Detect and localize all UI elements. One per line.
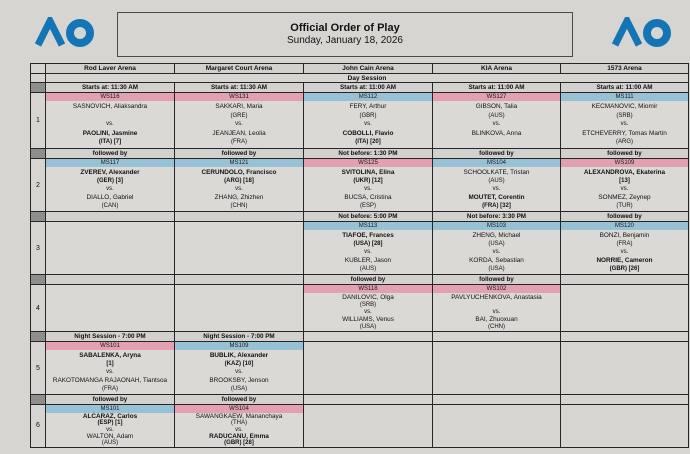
player1-country-seed: (GRE) — [230, 112, 248, 119]
match-code-band: WS109 — [561, 159, 688, 167]
page-date: Sunday, January 18, 2026 — [286, 35, 403, 46]
match-code-band: WS102 — [433, 285, 560, 293]
session-time-label — [175, 212, 304, 222]
match-code-band: WS104 — [175, 405, 303, 413]
session-time-label: Night Session - 7:00 PM — [46, 332, 175, 342]
match-code-band: MS109 — [175, 342, 303, 350]
page-title: Official Order of Play — [290, 22, 400, 34]
corner-cell — [31, 74, 46, 83]
match-code-band: MS101 — [46, 405, 174, 413]
player2-name: BLINKOVA, Anna — [471, 130, 522, 137]
player2-country-seed: (USA) — [488, 265, 505, 272]
player1-country-seed: (SRB) — [616, 112, 633, 119]
time-strip-row — [31, 83, 689, 93]
player2-name: COBOLLI, Flavio — [342, 130, 394, 137]
session-time-label: Starts at: 11:30 AM — [175, 83, 304, 93]
vs-label: vs. — [106, 185, 114, 192]
player2-name: BUCSA, Cristina — [344, 194, 392, 201]
void-cell — [561, 332, 689, 342]
vs-label: vs. — [235, 121, 243, 128]
player2-name: KORDA, Sebastian — [469, 257, 524, 264]
day-session-row — [31, 74, 689, 83]
empty-match-cell — [561, 285, 689, 332]
void-cell — [304, 342, 433, 395]
player1-country-seed: (GBR) — [359, 112, 377, 119]
match-code-band: MS120 — [561, 222, 688, 230]
match-cell — [561, 159, 689, 212]
player2-country-seed: (FRA) [32] — [482, 202, 511, 209]
player1-country-seed: (USA) — [488, 240, 505, 247]
match-row — [31, 93, 689, 149]
session-time-label: followed by — [46, 395, 175, 405]
player2-country-seed: (TUR) — [616, 202, 633, 209]
session-time-label — [561, 275, 689, 285]
vs-label: vs. — [364, 121, 372, 128]
match-cell — [46, 405, 175, 448]
player2-country-seed: (USA) — [230, 385, 248, 392]
ao-logo-icon — [610, 17, 672, 49]
player2-country-seed: (FRA) — [102, 385, 118, 392]
player2-name: ETCHEVERRY, Tomas Martin — [582, 130, 667, 137]
player2-name: BAI, Zhuoxuan — [475, 316, 518, 323]
match-cell — [561, 93, 689, 149]
corner-cell — [31, 64, 46, 74]
arena-header-margaret-court: Margaret Court Arena — [175, 64, 304, 74]
match-cell — [46, 342, 175, 395]
row-number: 3 — [31, 222, 46, 275]
void-cell — [304, 395, 433, 405]
match-row — [31, 405, 689, 448]
match-code-band: WS101 — [46, 342, 174, 350]
vs-label: vs. — [235, 185, 243, 192]
player2-country-seed: (FRA) — [231, 139, 247, 146]
strip-corner-cell — [31, 332, 46, 342]
player1-name: FERY, Arthur — [349, 103, 387, 111]
void-cell — [561, 342, 689, 395]
arena-header-row — [31, 64, 689, 74]
player2-country-seed: (AUS) — [359, 265, 377, 272]
match-code-band: MS112 — [304, 93, 432, 101]
vs-label: vs. — [492, 121, 501, 128]
player2-name: MOUTET, Corentin — [468, 194, 525, 201]
session-time-label: followed by — [46, 149, 175, 159]
row-number: 6 — [31, 405, 46, 448]
session-time-label: followed by — [433, 275, 561, 285]
player1-country-seed: (GER) [3] — [97, 177, 123, 184]
player1-country-seed: [1] — [106, 360, 114, 367]
player1-name: KECMANOVIC, Miomir — [591, 103, 658, 111]
void-cell — [304, 332, 433, 342]
empty-match-cell — [175, 285, 304, 332]
strip-corner-cell — [31, 395, 46, 405]
player1-name: SAWANGKAEW, Mananchaya — [195, 413, 283, 420]
void-cell — [561, 395, 689, 405]
session-time-label: followed by — [561, 149, 689, 159]
match-cell — [433, 285, 561, 332]
match-code-band: WS118 — [304, 285, 432, 293]
time-strip-row — [31, 395, 689, 405]
vs-label: vs. — [620, 121, 629, 128]
vs-label: vs. — [620, 248, 629, 255]
session-time-label: followed by — [304, 275, 433, 285]
session-time-label: Not before: 3:30 PM — [433, 212, 561, 222]
player1-name: ALCARAZ, Carlos — [82, 413, 138, 420]
match-cell — [304, 222, 433, 275]
player1-name: PAVLYUCHENKOVA, Anastasia — [451, 293, 542, 301]
player2-name: JEANJEAN, Leolia — [212, 130, 266, 137]
order-table — [30, 63, 689, 448]
match-cell — [561, 222, 689, 275]
match-code-band: MS103 — [433, 222, 560, 230]
session-time-label: Not before: 1:30 PM — [304, 149, 433, 159]
session-time-label: followed by — [433, 149, 561, 159]
vs-label: vs. — [364, 308, 372, 315]
match-code-band: MS121 — [175, 159, 303, 167]
player1-name: DANILOVIC, Olga — [342, 293, 394, 301]
player1-name: CERUNDOLO, Francisco — [201, 168, 277, 176]
match-row — [31, 342, 689, 395]
vs-label: vs. — [364, 248, 372, 255]
player2-name: NORRIE, Cameron — [596, 257, 653, 264]
player1-name: ALEXANDROVA, Ekaterina — [583, 168, 666, 176]
strip-corner-cell — [31, 275, 46, 285]
player1-country-seed: (FRA) — [616, 240, 633, 247]
player2-name: WALTON, Adam — [86, 433, 134, 440]
void-cell — [433, 332, 561, 342]
player1-name: BUBLIK, Alexander — [209, 351, 269, 359]
arena-header-kia: KIA Arena — [433, 64, 561, 74]
row-number: 2 — [31, 159, 46, 212]
match-cell — [46, 159, 175, 212]
empty-match-cell — [175, 222, 304, 275]
player1-country-seed: (UKR) [12] — [353, 177, 383, 184]
match-cell — [304, 285, 433, 332]
player2-name: WILLIAMS, Venus — [342, 316, 394, 323]
match-cell — [175, 159, 304, 212]
player1-name: SABALENKA, Aryna — [79, 351, 141, 359]
row-number: 1 — [31, 93, 46, 149]
session-time-label — [46, 275, 175, 285]
session-time-label — [46, 212, 175, 222]
match-code-band: WS127 — [433, 93, 560, 101]
empty-match-cell — [46, 285, 175, 332]
vs-label: vs. — [106, 426, 114, 433]
void-cell — [433, 395, 561, 405]
player1-country-seed: (ESP) [1] — [97, 420, 123, 426]
player2-country-seed: (CHN) — [488, 323, 505, 330]
session-time-label: Starts at: 11:00 AM — [561, 83, 689, 93]
void-cell — [433, 342, 561, 395]
player1-name: TIAFOE, Frances — [342, 231, 394, 239]
player2-name: SONMEZ, Zeynep — [598, 194, 651, 201]
match-cell — [175, 93, 304, 149]
vs-label: vs. — [106, 121, 114, 128]
time-strip-row — [31, 149, 689, 159]
player1-country-seed: (ARG) [18] — [224, 177, 254, 184]
vs-label: vs. — [106, 368, 114, 375]
match-code-band: MS104 — [433, 159, 560, 167]
player2-name: RADUCANU, Emma — [209, 433, 269, 440]
match-cell — [304, 159, 433, 212]
player2-country-seed: (ARG) — [616, 139, 633, 146]
player2-country-seed: (CHN) — [230, 202, 248, 209]
player2-name: BROOKSBY, Jenson — [209, 377, 269, 384]
session-time-label — [175, 275, 304, 285]
void-cell — [433, 405, 561, 448]
match-cell — [175, 405, 304, 448]
match-row — [31, 159, 689, 212]
player2-country-seed: (AUS) — [101, 440, 119, 446]
void-cell — [561, 405, 689, 448]
player2-name: PAOLINI, Jasmine — [82, 130, 138, 137]
player1-country-seed: (AUS) — [488, 112, 505, 119]
player2-name: RAKOTOMANGA RAJAONAH, Tiantsoa — [52, 377, 168, 384]
time-strip-row — [31, 275, 689, 285]
arena-header-john-cain: John Cain Arena — [304, 64, 433, 74]
player2-name: DIALLO, Gabriel — [86, 194, 134, 201]
match-cell — [433, 159, 561, 212]
player1-country-seed: (KAZ) [10] — [224, 360, 254, 367]
match-code-band: WS116 — [46, 93, 174, 101]
player2-name: ZHANG, Zhizhen — [214, 194, 264, 201]
strip-corner-cell — [31, 149, 46, 159]
arena-header-1573: 1573 Arena — [561, 64, 689, 74]
player1-country-seed: (THA) — [231, 420, 247, 426]
match-cell — [175, 342, 304, 395]
match-code-band: WS125 — [304, 159, 432, 167]
player1-name: BONZI, Benjamin — [599, 231, 650, 239]
arena-header-rod-laver: Rod Laver Arena — [46, 64, 175, 74]
player1-name: ZVEREV, Alexander — [80, 168, 140, 176]
match-code-band: MS113 — [304, 222, 432, 230]
row-number: 4 — [31, 285, 46, 332]
player1-name: SASNOVICH, Aliaksandra — [72, 103, 148, 111]
player1-name: SAKKARI, Maria — [215, 103, 263, 111]
vs-label: vs. — [492, 248, 501, 255]
session-time-label: Not before: 5:00 PM — [304, 212, 433, 222]
session-time-label: Night Session - 7:00 PM — [175, 332, 304, 342]
vs-label: vs. — [492, 185, 501, 192]
player1-country-seed: (USA) [28] — [353, 240, 383, 247]
vs-label: vs. — [364, 185, 372, 192]
match-cell — [433, 222, 561, 275]
match-code-band: MS117 — [46, 159, 174, 167]
player1-country-seed — [46, 113, 174, 120]
session-time-label: Starts at: 11:00 AM — [433, 83, 561, 93]
player1-name: SCHOOLKATE, Tristan — [463, 168, 530, 176]
player1-country-seed: (SRB) — [359, 301, 377, 308]
session-time-label: followed by — [175, 149, 304, 159]
day-session-label: Day Session — [46, 74, 689, 83]
ao-logo-icon — [33, 17, 95, 49]
match-cell — [304, 93, 433, 149]
match-cell — [433, 93, 561, 149]
match-row — [31, 285, 689, 332]
player2-country-seed: (ITA) [20] — [355, 139, 381, 146]
player2-name: KUBLER, Jason — [344, 257, 392, 264]
session-time-label: Starts at: 11:30 AM — [46, 83, 175, 93]
strip-corner-cell — [31, 83, 46, 93]
player1-name: GIBSON, Talia — [475, 103, 518, 111]
session-time-label: followed by — [561, 212, 689, 222]
title-box — [117, 12, 573, 57]
player2-country-seed: (GBR) [28] — [224, 440, 254, 446]
vs-label: vs. — [235, 368, 243, 375]
match-cell — [46, 93, 175, 149]
player2-country-seed: (GBR) [26] — [609, 265, 640, 272]
time-strip-row — [31, 212, 689, 222]
session-time-label: Starts at: 11:00 AM — [304, 83, 433, 93]
void-cell — [304, 405, 433, 448]
player1-name: ZHENG, Michael — [472, 231, 521, 239]
player1-name: SVITOLINA, Elina — [341, 168, 395, 176]
time-strip-row — [31, 332, 689, 342]
vs-label: vs. — [492, 308, 501, 315]
row-number: 5 — [31, 342, 46, 395]
player1-country-seed — [433, 302, 560, 309]
vs-label: vs. — [620, 185, 629, 192]
vs-label: vs. — [235, 426, 243, 433]
player2-country-seed — [433, 139, 560, 146]
match-code-band: WS131 — [175, 93, 303, 101]
empty-match-cell — [46, 222, 175, 275]
player1-country-seed: (AUS) — [488, 177, 505, 184]
session-time-label: followed by — [175, 395, 304, 405]
player2-country-seed: (ITA) [7] — [98, 139, 122, 146]
match-row — [31, 222, 689, 275]
player2-country-seed: (USA) — [359, 323, 377, 330]
match-code-band: MS111 — [561, 93, 688, 101]
player2-country-seed: (CAN) — [101, 202, 119, 209]
player1-country-seed: [13] — [619, 177, 630, 184]
player2-country-seed: (ESP) — [359, 202, 376, 209]
strip-corner-cell — [31, 212, 46, 222]
